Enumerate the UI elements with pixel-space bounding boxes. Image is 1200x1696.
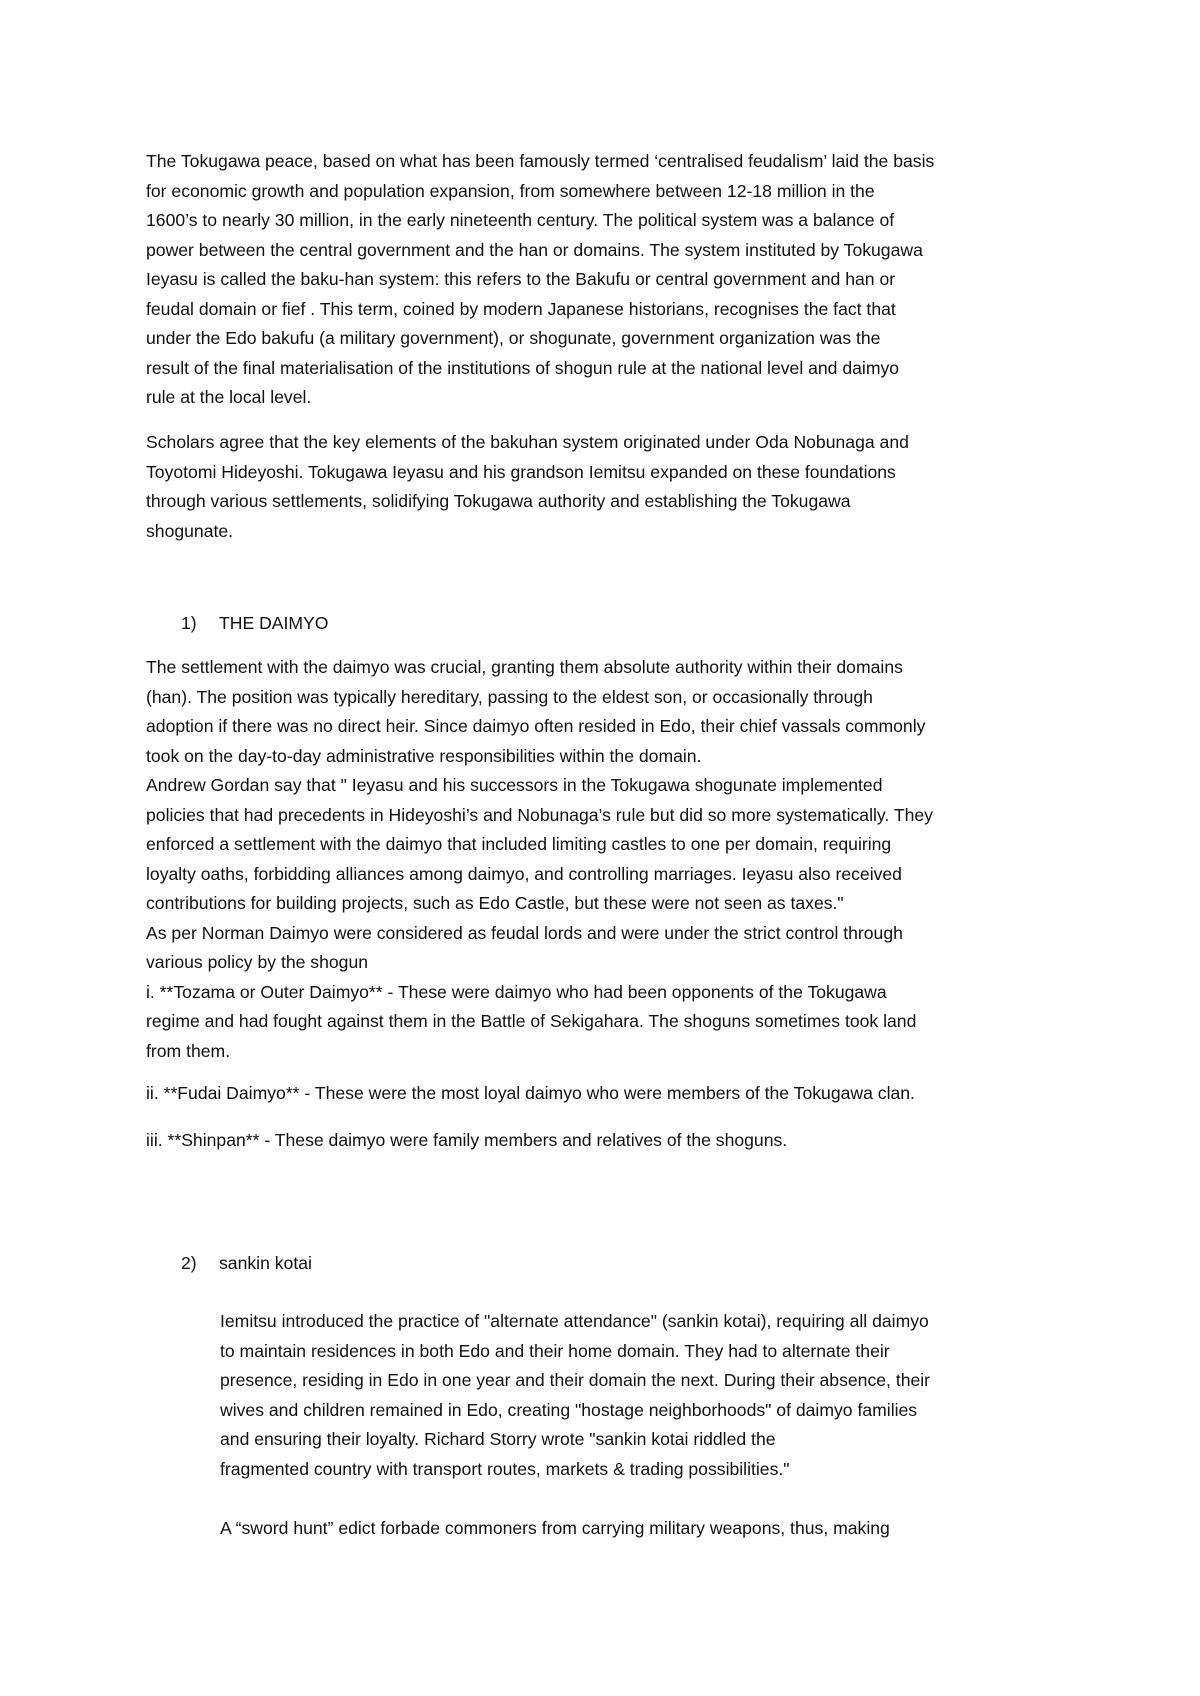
paragraph-line: shogunate.: [146, 520, 234, 541]
paragraph-line: iii. **Shinpan** - These daimyo were family members and relatives of the shoguns.: [146, 1130, 788, 1150]
section-2-body: [220, 1307, 1080, 1484]
paragraph-line: regime and had fought against them in the Battle of Sekigahara. The shoguns sometimes took land: [146, 1011, 917, 1031]
section-number: 1): [181, 613, 197, 633]
paragraph-line: wives and children remained in Edo, creating "hostage neighborhoods" of daimyo families: [220, 1399, 918, 1420]
paragraph-line: for economic growth and population expansion, from somewhere between 12-18 million in the: [146, 180, 875, 201]
sword-hunt-paragraph: [220, 1514, 1080, 1544]
paragraph-line: i. **Tozama or Outer Daimyo** - These were daimyo who had been opponents of the Tokugawa: [146, 981, 887, 1002]
fudai-line: [146, 1079, 1066, 1109]
paragraph-line: under the Edo bakufu (a military government), or shogunate, government organization was the: [146, 328, 881, 348]
section-1-heading: [181, 609, 328, 639]
intro-paragraph: [146, 147, 1066, 413]
paragraph-line: enforced a settlement with the daimyo that included limiting castles to one per domain, requiring: [146, 834, 892, 854]
paragraph-line: The Tokugawa peace, based on what has been famously termed ‘centralised feudalism’ laid the basis: [146, 151, 935, 171]
section-title: sankin kotai: [219, 1253, 312, 1273]
paragraph-line: fragmented country with transport routes, markets & trading possibilities.": [220, 1458, 790, 1479]
section-title: THE DAIMYO: [219, 613, 329, 633]
paragraph-line: presence, residing in Edo in one year and their domain the next. During their absence, their: [220, 1370, 931, 1390]
paragraph-line: ii. **Fudai Daimyo** - These were the most loyal daimyo who were members of the Tokugawa clan.: [146, 1083, 915, 1103]
paragraph-line: adoption if there was no direct heir. Since daimyo often resided in Edo, their chief vassals commonly: [146, 716, 926, 736]
paragraph-line: power between the central government and the han or domains. The system instituted by Tokugawa: [146, 239, 923, 260]
paragraph-line: feudal domain or fief . This term, coined by modern Japanese historians, recognises the fact that: [146, 298, 896, 319]
paragraph-line: various policy by the shogun: [146, 952, 369, 972]
paragraph-line: and ensuring their loyalty. Richard Storry wrote "sankin kotai riddled the: [220, 1429, 776, 1449]
paragraph-line: loyalty oaths, forbidding alliances among daimyo, and controlling marriages. Ieyasu also received: [146, 863, 902, 884]
paragraph-line: took on the day-to-day administrative responsibilities within the domain.: [146, 745, 702, 766]
paragraph-line: rule at the local level.: [146, 387, 312, 407]
scholars-paragraph: [146, 428, 1066, 546]
shinpan-line: [146, 1126, 1066, 1156]
paragraph-line: Andrew Gordan say that " Ieyasu and his successors in the Tokugawa shogunate implemented: [146, 775, 883, 795]
paragraph-line: contributions for building projects, such as Edo Castle, but these were not seen as taxes.": [146, 893, 844, 913]
section-2-heading: [181, 1249, 312, 1279]
paragraph-line: Scholars agree that the key elements of the bakuhan system originated under Oda Nobunaga and: [146, 432, 909, 452]
paragraph-line: Iemitsu introduced the practice of "alternate attendance" (sankin kotai), requiring all daimyo: [220, 1311, 929, 1331]
paragraph-line: As per Norman Daimyo were considered as feudal lords and were under the strict control through: [146, 922, 903, 943]
paragraph-line: 1600’s to nearly 30 million, in the early nineteenth century. The political system was a balance of: [146, 210, 895, 230]
paragraph-line: A “sword hunt” edict forbade commoners from carrying military weapons, thus, making: [220, 1518, 890, 1538]
paragraph-line: through various settlements, solidifying Tokugawa authority and establishing the Tokugawa: [146, 491, 851, 511]
section-number: 2): [181, 1253, 197, 1273]
paragraph-line: Toyotomi Hideyoshi. Tokugawa Ieyasu and his grandson Iemitsu expanded on these foundations: [146, 461, 896, 482]
paragraph-line: The settlement with the daimyo was crucial, granting them absolute authority within their domains: [146, 657, 903, 677]
paragraph-line: result of the final materialisation of the institutions of shogun rule at the national level and daimyo: [146, 357, 900, 378]
paragraph-line: policies that had precedents in Hideyoshi’s and Nobunaga’s rule but did so more systematically. They: [146, 804, 933, 825]
paragraph-line: to maintain residences in both Edo and their home domain. They had to alternate their: [220, 1340, 890, 1361]
paragraph-line: from them.: [146, 1040, 231, 1061]
paragraph-line: Ieyasu is called the baku-han system: this refers to the Bakufu or central government and han or: [146, 269, 896, 289]
paragraph-line: (han). The position was typically hereditary, passing to the eldest son, or occasionally through: [146, 686, 873, 707]
section-1-body: [146, 653, 1066, 1066]
